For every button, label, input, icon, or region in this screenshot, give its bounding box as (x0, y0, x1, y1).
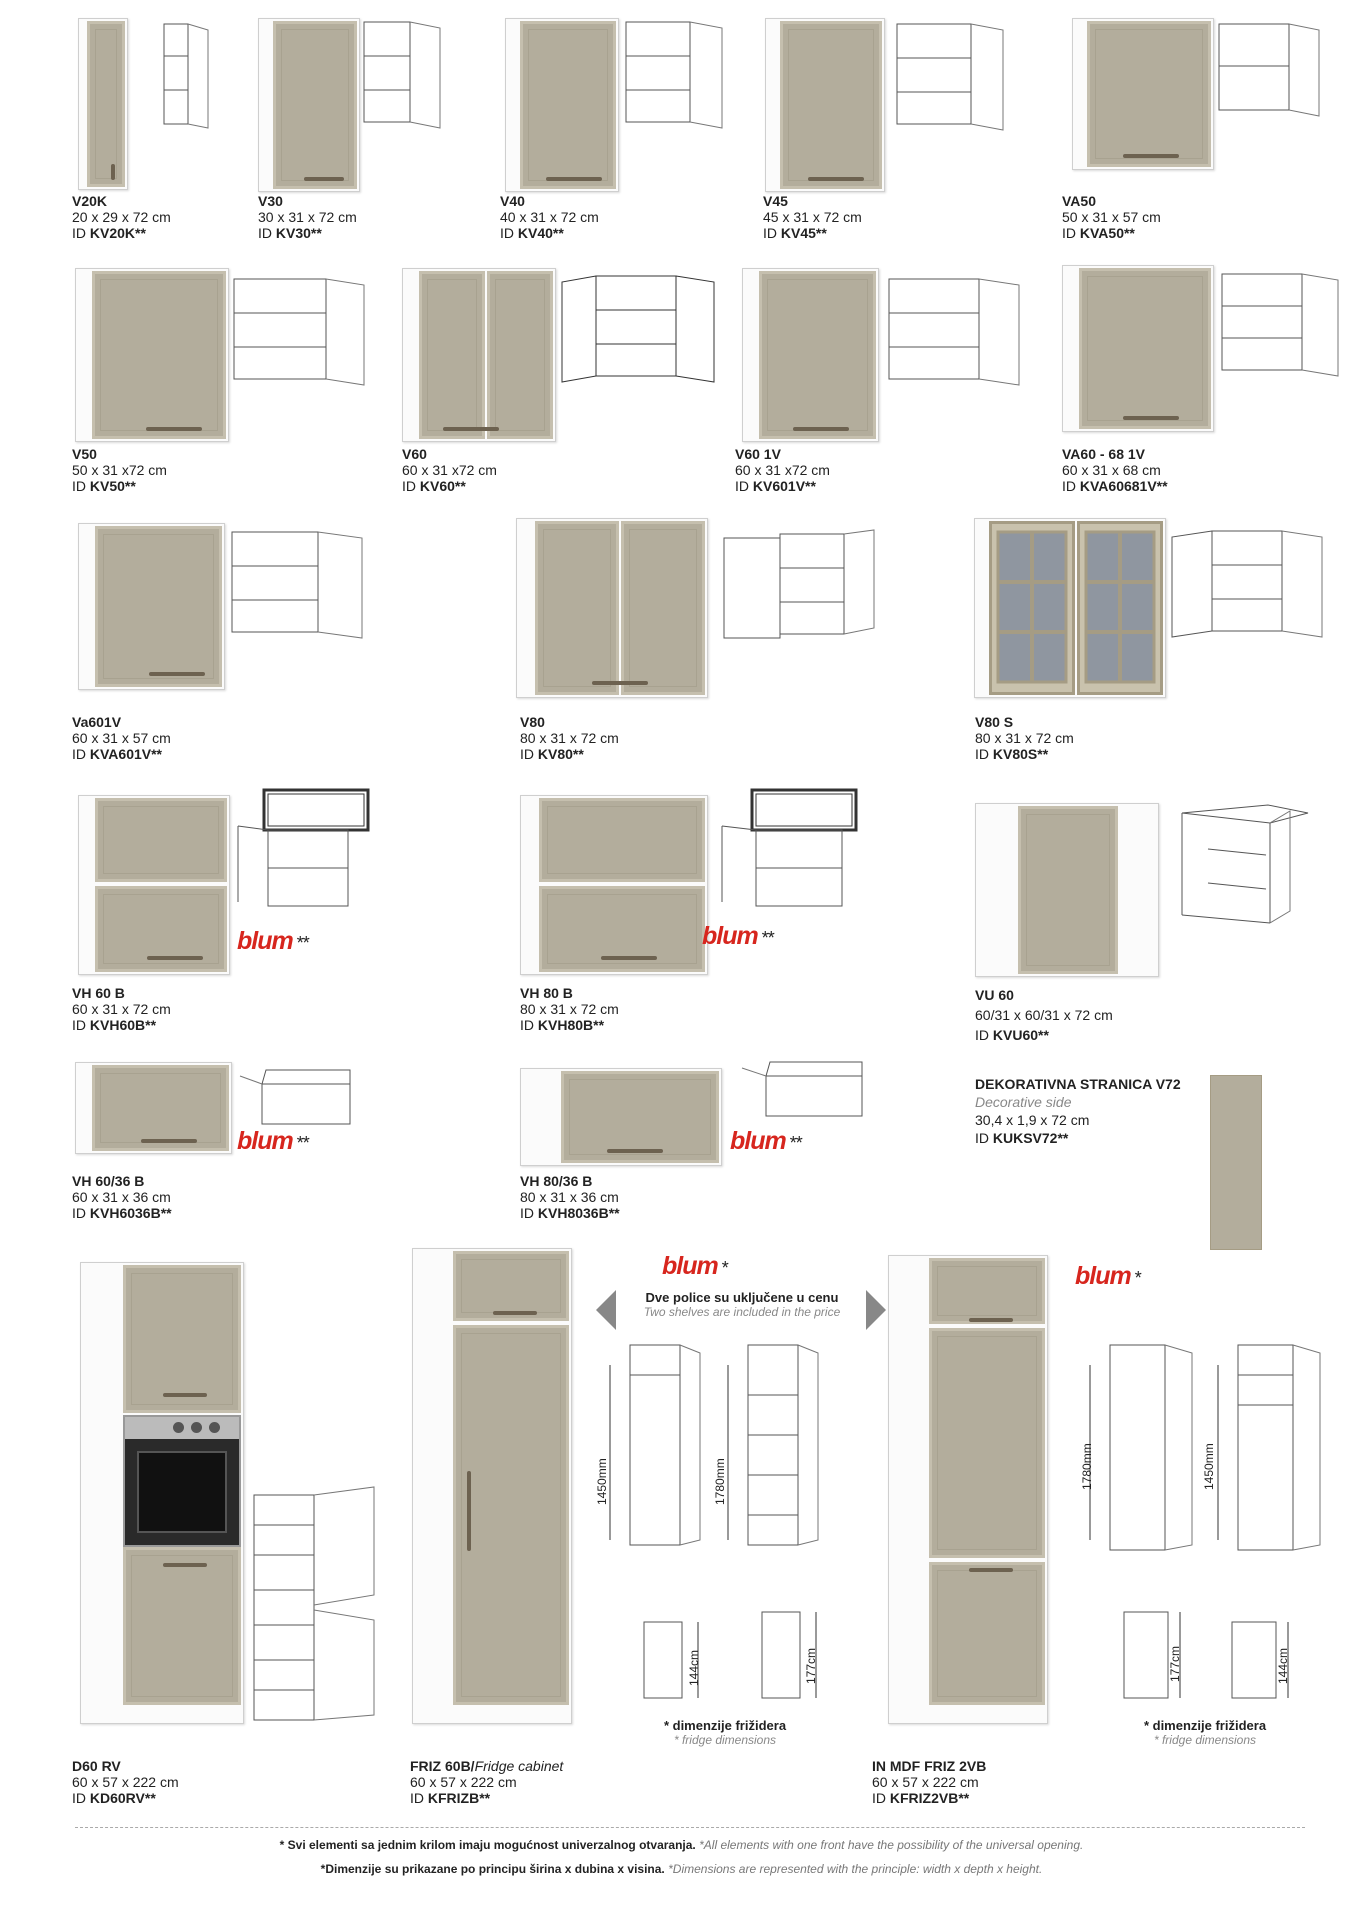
cabinet-v45-image (765, 18, 885, 192)
product-name: V80 (520, 714, 545, 730)
product-subtitle: Decorative side (975, 1094, 1072, 1110)
footer-line-1-italic: *All elements with one front have the possibility of the universal opening. (699, 1838, 1084, 1852)
fridge-sketch-1450 (600, 1335, 715, 1565)
measure-177-b: 177cm (1168, 1645, 1182, 1682)
product-id: ID KD60RV** (72, 1790, 156, 1806)
product-label-friz2vb (872, 1758, 986, 1806)
product-dims: 60 x 31 x 72 cm (72, 1001, 171, 1017)
product-dims: 30,4 x 1,9 x 72 cm (975, 1112, 1090, 1128)
cabinet-v40-sketch (622, 20, 727, 135)
product-name: VA50 (1062, 193, 1096, 209)
product-label-vu60 (975, 985, 1113, 1045)
blum-logo: blum ** (237, 927, 309, 955)
cabinet-v80-image (516, 518, 708, 698)
product-name: V30 (258, 193, 283, 209)
product-label-v601v (735, 446, 830, 494)
footer-line-2 (0, 1862, 1363, 1876)
product-name: V20K (72, 193, 108, 209)
product-dims: 60 x 57 x 222 cm (872, 1774, 979, 1790)
fridge-note (1105, 1718, 1305, 1747)
product-dims: 60 x 31 x72 cm (402, 462, 497, 478)
product-dims: 80 x 31 x 36 cm (520, 1189, 619, 1205)
cabinet-v601v-sketch (885, 275, 1025, 390)
footer-line-1-bold: * Svi elementi sa jednim krilom imaju mogućnost univerzalnog otvaranja. (279, 1838, 696, 1852)
cabinet-va6068-sketch (1218, 270, 1343, 380)
product-label-v80 (520, 714, 619, 762)
fridge-note (640, 1718, 810, 1747)
product-dims: 60 x 31 x 57 cm (72, 730, 171, 746)
product-label-friz60b (410, 1758, 563, 1806)
cabinet-v80s-image (974, 518, 1166, 698)
product-id: ID KV45** (763, 225, 827, 241)
cabinet-vh80b-sketch (718, 786, 863, 911)
product-id: ID KFRIZ2VB** (872, 1790, 970, 1806)
product-name: V50 (72, 446, 97, 462)
product-name: VH 80/36 B (520, 1173, 593, 1189)
fridge-sketch-1780 (718, 1335, 833, 1565)
product-name: VH 80 B (520, 985, 573, 1001)
shelves-note (612, 1290, 872, 1319)
blum-logo: blum ** (237, 1127, 309, 1155)
product-dims: 80 x 31 x 72 cm (520, 730, 619, 746)
product-id: ID KVH60B** (72, 1017, 157, 1033)
product-name: FRIZ 60B/Fridge cabinet (410, 1758, 564, 1774)
product-label-v40 (500, 193, 599, 241)
product-name: Va601V (72, 714, 122, 730)
product-name: IN MDF FRIZ 2VB (872, 1758, 987, 1774)
product-name: D60 RV (72, 1758, 121, 1774)
product-id: ID KV601V** (735, 478, 816, 494)
measure-144-b: 144cm (1276, 1647, 1290, 1684)
shelves-note-title: Dve police su uključene u cenu (645, 1290, 839, 1305)
product-dims: 60 x 31 x 68 cm (1062, 462, 1161, 478)
cabinet-v60-image (402, 268, 556, 442)
blum-logo: blum ** (702, 922, 774, 950)
cabinet-v40-image (505, 18, 619, 192)
product-dims: 60 x 57 x 222 cm (410, 1774, 517, 1790)
measure-177: 177cm (804, 1647, 818, 1684)
cabinet-vh80b-image (520, 795, 708, 975)
measure-1780: 1780mm (713, 1458, 727, 1505)
cabinet-va601v-sketch (228, 528, 368, 643)
cabinet-v30-sketch (360, 20, 445, 135)
product-label-vh8036 (520, 1173, 620, 1221)
product-id: ID KVA601V** (72, 746, 163, 762)
cabinet-vh60b-image (78, 795, 230, 975)
cabinet-v80s-sketch (1168, 525, 1328, 645)
product-dims: 60/31 x 60/31 x 72 cm (975, 1007, 1113, 1023)
product-label-va601v (72, 714, 171, 762)
product-id: ID KVA50** (1062, 225, 1135, 241)
product-name: V40 (500, 193, 525, 209)
footer-divider (75, 1827, 1305, 1828)
product-label-vh60b (72, 985, 171, 1033)
cabinet-d60rv-sketch (250, 1485, 380, 1730)
measure-144: 144cm (687, 1649, 701, 1686)
cabinet-friz2vb-image (888, 1255, 1048, 1724)
product-label-va6068 (1062, 446, 1168, 494)
fridge-note-subtitle: * fridge dimensions (1153, 1733, 1257, 1747)
blum-logo: blum * (1075, 1262, 1141, 1290)
product-id: ID KVA60681V** (1062, 478, 1168, 494)
product-label-d60rv (72, 1758, 179, 1806)
cabinet-v30-image (258, 18, 360, 192)
product-label-v80s (975, 714, 1074, 762)
product-name: V60 1V (735, 446, 781, 462)
product-dims: 60 x 31 x 36 cm (72, 1189, 171, 1205)
product-dims: 80 x 31 x 72 cm (975, 730, 1074, 746)
cabinet-v60-sketch (560, 272, 720, 387)
product-id: ID KVH80B** (520, 1017, 605, 1033)
blum-logo: blum ** (730, 1127, 802, 1155)
product-label-v45 (763, 193, 862, 241)
cabinet-v80-sketch (720, 528, 880, 648)
cabinet-va6068-image (1062, 265, 1214, 432)
product-label-vh6036 (72, 1173, 172, 1221)
product-name: V60 (402, 446, 427, 462)
cabinet-v20k-sketch (160, 22, 212, 130)
cabinet-vu60-sketch (1178, 803, 1323, 933)
product-label-dekor (975, 1075, 1181, 1147)
product-label-va50 (1062, 193, 1161, 241)
product-dims: 60 x 31 x72 cm (735, 462, 830, 478)
product-id: ID KV30** (258, 225, 322, 241)
fridge2-sketch-1780 (1080, 1335, 1205, 1565)
cabinet-v20k-image (78, 18, 128, 190)
cabinet-vu60-image (975, 803, 1159, 977)
cabinet-va50-sketch (1215, 22, 1325, 122)
product-id: ID KUKSV72** (975, 1130, 1069, 1146)
cabinet-vh6036-image (75, 1062, 232, 1154)
fridge2-sketch-1450 (1208, 1335, 1333, 1565)
cabinet-v45-sketch (893, 22, 1008, 137)
cabinet-va601v-image (78, 523, 225, 690)
product-name: V80 S (975, 714, 1014, 730)
product-name: VH 60/36 B (72, 1173, 145, 1189)
product-dims: 30 x 31 x 72 cm (258, 209, 357, 225)
cabinet-vh60b-sketch (234, 786, 374, 911)
fridge-note-subtitle: * fridge dimensions (673, 1733, 777, 1747)
product-name: V45 (763, 193, 788, 209)
product-dims: 50 x 31 x 57 cm (1062, 209, 1161, 225)
product-name: VU 60 (975, 987, 1014, 1003)
product-label-v60 (402, 446, 497, 494)
cabinet-vh8036-sketch (738, 1058, 868, 1120)
footer-line-2-bold: *Dimenzije su prikazane po principu širina x dubina x visina. (320, 1862, 665, 1876)
product-label-vh80b (520, 985, 619, 1033)
product-dims: 80 x 31 x 72 cm (520, 1001, 619, 1017)
product-id: ID KVH8036B** (520, 1205, 620, 1221)
product-id: ID KV40** (500, 225, 564, 241)
measure-1450-b: 1450mm (1202, 1443, 1216, 1490)
product-label-v30 (258, 193, 357, 241)
cabinet-v50-sketch (230, 275, 370, 390)
product-dims: 45 x 31 x 72 cm (763, 209, 862, 225)
product-id: ID KV80** (520, 746, 584, 762)
product-id: ID KV50** (72, 478, 136, 494)
product-id: ID KVU60** (975, 1027, 1049, 1043)
product-name: VA60 - 68 1V (1062, 446, 1146, 462)
shelves-note-subtitle: Two shelves are included in the price (643, 1305, 841, 1319)
product-id: ID KV80S** (975, 746, 1049, 762)
product-dims: 50 x 31 x72 cm (72, 462, 167, 478)
decorative-side-image (1210, 1075, 1262, 1250)
product-label-v20k (72, 193, 171, 241)
fridge-note-title: * dimenzije frižidera (1143, 1718, 1267, 1733)
product-id: ID KFRIZB** (410, 1790, 491, 1806)
footer-line-1 (0, 1838, 1363, 1852)
measure-1780-b: 1780mm (1080, 1443, 1094, 1490)
fridge-note-title: * dimenzije frižidera (663, 1718, 787, 1733)
cabinet-va50-image (1072, 18, 1214, 170)
footer-line-2-italic: *Dimensions are represented with the principle: width x depth x height. (668, 1862, 1043, 1876)
product-dims: 20 x 29 x 72 cm (72, 209, 171, 225)
cabinet-d60rv-image (80, 1262, 244, 1724)
cabinet-vh8036-image (520, 1068, 722, 1166)
cabinet-friz60b-image (412, 1248, 572, 1724)
cabinet-v50-image (75, 268, 229, 442)
product-id: ID KV60** (402, 478, 466, 494)
cabinet-v601v-image (742, 268, 879, 442)
product-name: VH 60 B (72, 985, 125, 1001)
blum-logo: blum * (662, 1252, 728, 1280)
measure-1450: 1450mm (595, 1458, 609, 1505)
product-label-v50 (72, 446, 167, 494)
product-dims: 40 x 31 x 72 cm (500, 209, 599, 225)
product-dims: 60 x 57 x 222 cm (72, 1774, 179, 1790)
product-id: ID KV20K** (72, 225, 146, 241)
cabinet-vh6036-sketch (236, 1066, 356, 1128)
product-id: ID KVH6036B** (72, 1205, 172, 1221)
product-name: DEKORATIVNA STRANICA V72 (975, 1076, 1181, 1092)
